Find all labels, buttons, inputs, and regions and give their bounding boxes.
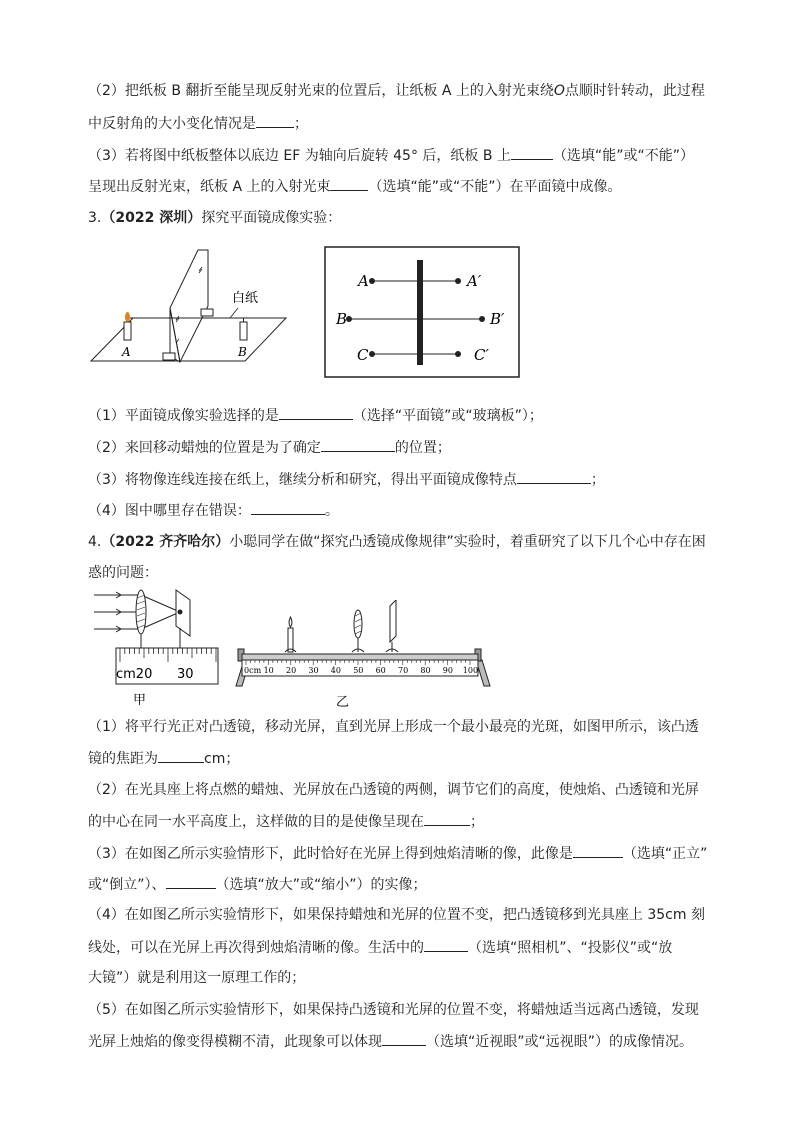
- q3-part1: （1）平面镜成像实验选择的是 （选择“平面镜”或“玻璃板”）；: [88, 405, 543, 426]
- q2-part2-line2: 中反射角的大小变化情况是 ；: [88, 113, 308, 134]
- answer-blank[interactable]: [158, 748, 204, 763]
- ruler-label-20: cm20: [116, 667, 153, 682]
- answer-blank[interactable]: [256, 113, 294, 128]
- q4-part3-line1: （3）在如图乙所示实验情形下，此时恰好在光屏上得到烛焰清晰的像，此像是 （选填“正立”: [88, 843, 707, 864]
- point-c-label: C: [357, 346, 369, 364]
- q2-part2-line1: （2）把纸板 B 翻折至能呈现反射光束的位置后，让纸板 A 上的入射光束绕O点顺时针转动，此过程: [88, 83, 705, 99]
- q4-figure-jia: [88, 588, 223, 708]
- bench-scale-label: 0cm: [244, 666, 262, 675]
- candle-b-label: B: [238, 345, 247, 359]
- answer-blank[interactable]: [382, 1031, 426, 1046]
- bench-scale-label: 90: [442, 666, 453, 675]
- q4-intro-line2: 惑的问题：: [88, 565, 158, 581]
- q3-figure-right: [324, 246, 520, 378]
- q4-part4-line1: （4）在如图乙所示实验情形下，如果保持蜡烛和光屏的位置不变，把凸透镜移到光具座上 35cm 刻: [88, 907, 705, 923]
- q4-heading: 4.（2022 齐齐哈尔）小聪同学在做“探究凸透镜成像规律”实验时，着重研究了以下几个心中存在困: [88, 534, 706, 550]
- q4-part4-line3: 大镜”）就是利用这一原理工作的；: [88, 970, 306, 986]
- answer-blank[interactable]: [321, 437, 395, 452]
- answer-blank[interactable]: [424, 811, 470, 826]
- figure-jia-caption: 甲: [133, 693, 147, 708]
- q4-source: （2022 齐齐哈尔）: [101, 534, 230, 550]
- point-b-prime-label: B′: [490, 310, 505, 328]
- q4-part2-line2: 的中心在同一水平高度上，这样做的目的是使像呈现在 ；: [88, 811, 484, 832]
- candle-a-label: A: [122, 345, 131, 359]
- q4-part5-line1: （5）在如图乙所示实验情形下，如果保持凸透镜和光屏的位置不变，将蜡烛适当远离凸透镜，发现: [88, 1002, 699, 1018]
- bench-scale-label: 50: [353, 666, 364, 675]
- answer-blank[interactable]: [517, 469, 591, 484]
- bench-scale-label: 100: [462, 666, 479, 675]
- q3-part3: （3）将物像连线连接在纸上，继续分析和研究，得出平面镜成像特点 ；: [88, 469, 605, 490]
- answer-blank[interactable]: [330, 176, 368, 191]
- q4-part1-line1: （1）将平行光正对凸透镜，移动光屏，直到光屏上形成一个最小最亮的光斑，如图甲所示，该凸透: [88, 719, 699, 735]
- point-a-prime-label: A′: [467, 272, 482, 290]
- q4-part1-line2: 镜的焦距为 cm；: [88, 748, 239, 769]
- answer-blank[interactable]: [166, 874, 216, 889]
- answer-blank[interactable]: [424, 937, 468, 952]
- answer-blank[interactable]: [251, 500, 325, 515]
- q3-source: （2022 深圳）: [101, 210, 202, 226]
- paper-label: 白纸: [232, 291, 259, 306]
- ruler-label-30: 30: [177, 667, 194, 682]
- point-b-label: B: [336, 310, 348, 328]
- q3-part2: （2）来回移动蜡烛的位置是为了确定 的位置；: [88, 437, 451, 458]
- bench-scale-label: 10: [263, 666, 274, 675]
- answer-blank[interactable]: [279, 405, 353, 420]
- bench-scale-label: 40: [330, 666, 341, 675]
- q4-part2-line1: （2）在光具座上将点燃的蜡烛、光屏放在凸透镜的两侧，调节它们的高度，使烛焰、凸透镜和光屏: [88, 782, 699, 798]
- bench-scale-label: 80: [420, 666, 431, 675]
- answer-blank[interactable]: [573, 843, 623, 858]
- point-a-label: A: [358, 272, 369, 290]
- q3-figure-left: [88, 246, 298, 376]
- q4-part3-line2: 或“倒立”）、 （选填“放大”或“缩小”）的实像；: [88, 874, 427, 895]
- bench-scale-label: 70: [398, 666, 409, 675]
- q2-part3-line1: （3）若将图中纸板整体以底边 EF 为轴向后旋转 45° 后，纸板 B 上 （选填“能”或“不能”）: [88, 145, 694, 166]
- figure-yi-caption: 乙: [336, 695, 350, 710]
- answer-blank[interactable]: [511, 145, 553, 160]
- q3-part4: （4）图中哪里存在错误： 。: [88, 500, 339, 521]
- bench-scale-label: 20: [286, 666, 297, 675]
- q2-part3-line2: 呈现出反射光束，纸板 A 上的入射光束 （选填“能”或“不能”）在平面镜中成像。: [88, 176, 622, 197]
- bench-scale-label: 30: [308, 666, 319, 675]
- bench-scale-label: 60: [375, 666, 386, 675]
- q4-figure-yi: [232, 600, 494, 710]
- q4-part4-line2: 线处，可以在光屏上再次得到烛焰清晰的像。生活中的 （选填“照相机”、“投影仪”或“放: [88, 937, 672, 958]
- point-c-prime-label: C′: [474, 346, 489, 364]
- q3-heading: 3.（2022 深圳）探究平面镜成像实验：: [88, 210, 342, 226]
- q4-part5-line2: 光屏上烛焰的像变得模糊不清，此现象可以体现 （选填“近视眼”或“远视眼”）的成像情况。: [88, 1031, 693, 1052]
